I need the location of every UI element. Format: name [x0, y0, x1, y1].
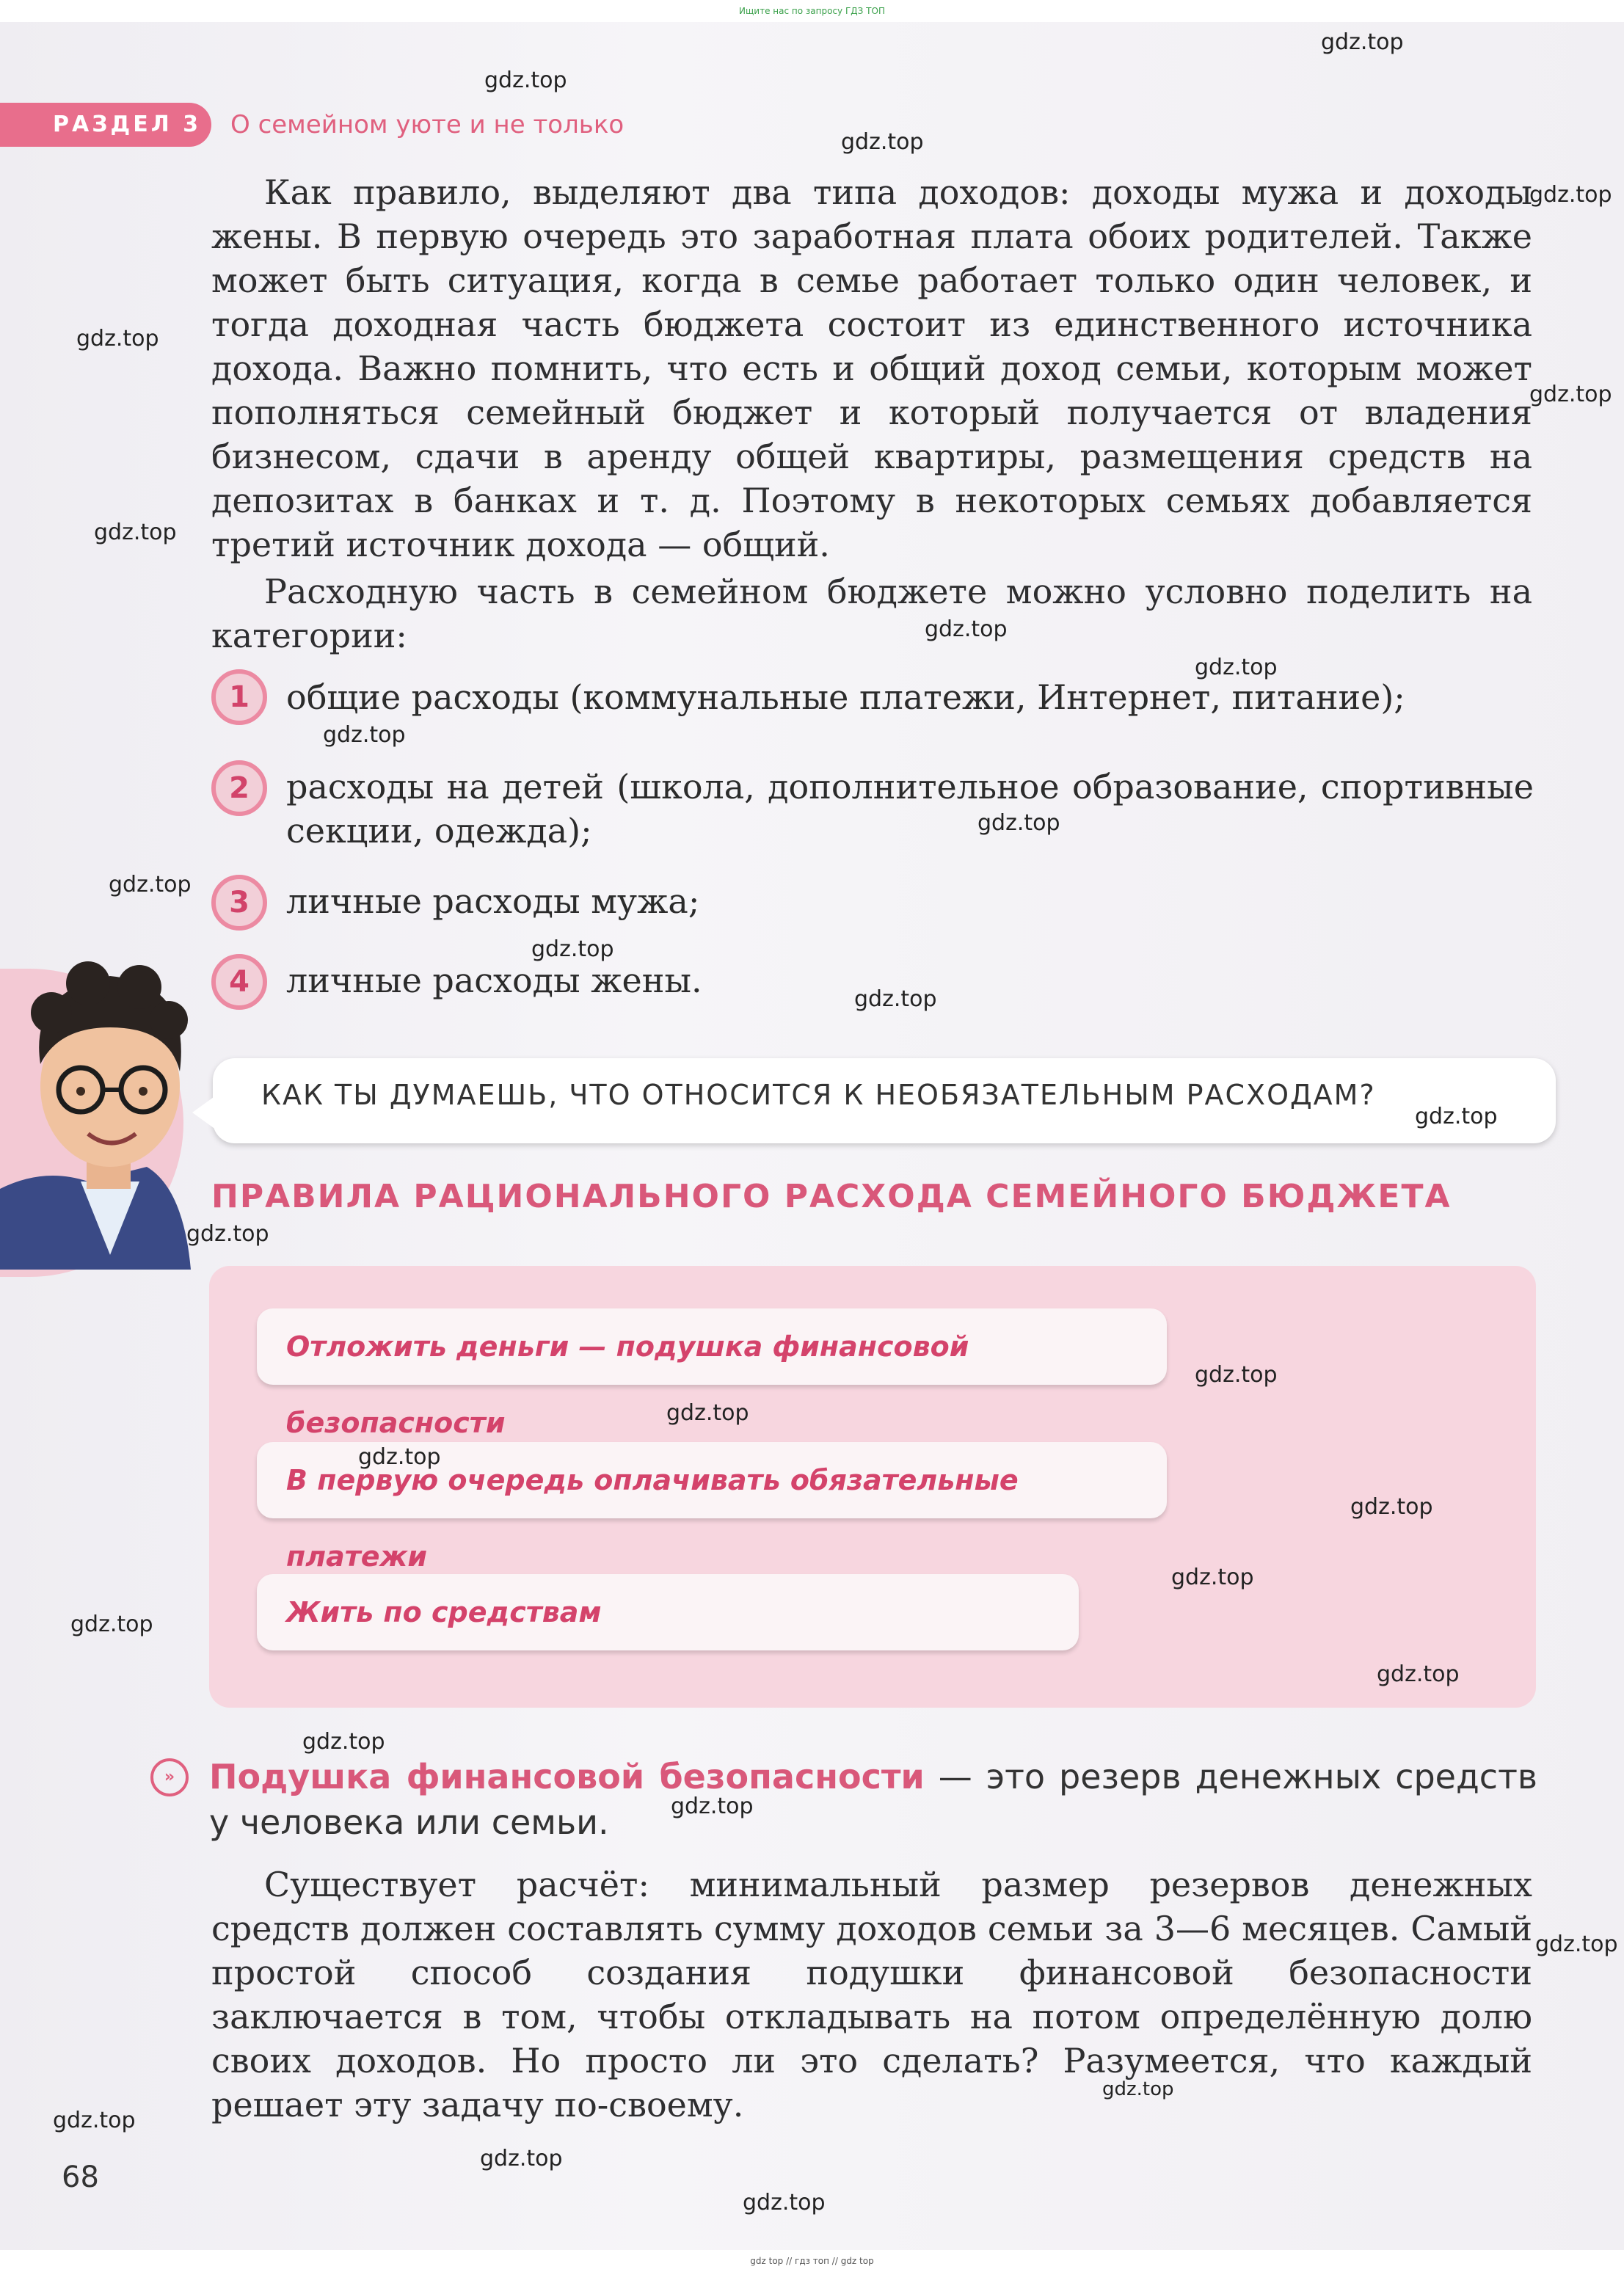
- watermark: gdz.top: [1350, 1494, 1433, 1520]
- watermark: gdz.top: [841, 129, 924, 155]
- number-badge: 4: [211, 954, 267, 1010]
- watermark: gdz.top: [323, 722, 406, 748]
- watermark: gdz.top: [94, 520, 177, 545]
- watermark: gdz.top: [1195, 1362, 1278, 1388]
- watermark: gdz.top: [76, 326, 159, 352]
- watermark: gdz.top: [666, 1400, 749, 1426]
- top-banner[interactable]: Ищите нас по запросу ГДЗ ТОП: [0, 0, 1624, 22]
- definition-term: Подушка финансовой безопасности: [209, 1757, 925, 1796]
- watermark: gdz.top: [1535, 1931, 1618, 1957]
- watermark: gdz.top: [1171, 1565, 1254, 1590]
- watermark: gdz.top: [925, 616, 1008, 642]
- watermark: gdz.top: [1529, 382, 1612, 407]
- paragraph-income-text: Как правило, выделяют два типа доходов: доходы мужа и доходы жены. В первую очередь это заработная плата обоих родителей. Также может быть ситуация, когда в семье работает только один человек, и тогда доходная часть бюджета состоит из единственного источника дохода. Важно помнить, что есть и общий доход семьи, которым может пополняться семейный бюджет и который получается от владения бизнесом, сдачи в аренду общей квартиры, размещения средств на депозитах в банках и т. д. Поэтому в некоторых семьях добавляется третий источник дохода — общий.: [211, 172, 1532, 564]
- paragraph-expenses-intro: [211, 569, 1532, 658]
- paragraph-reserve: [211, 1863, 1532, 2127]
- watermark: gdz.top: [1415, 1104, 1498, 1129]
- paragraph-expenses-intro-text: Расходную часть в семейном бюджете можно условно поделить на категории:: [211, 572, 1532, 655]
- watermark: gdz.top: [1321, 29, 1404, 55]
- watermark: gdz.top: [1529, 182, 1612, 208]
- watermark: gdz.top: [70, 1612, 153, 1637]
- watermark: gdz.top: [1377, 1661, 1460, 1687]
- watermark: gdz.top: [358, 1444, 441, 1470]
- teacher-avatar-illustration: [0, 947, 191, 1270]
- paragraph-reserve-text: Существует расчёт: минимальный размер резервов денежных средств должен составлять сумму доходов семьи за 3—6 месяцев. Самый простой способ создания подушки финансовой безопасности заключается в том, чтобы откладывать на потом определённую долю своих доходов. Но просто ли это сделать? Разумеется, что каждый решает эту задачу по-своему.: [211, 1865, 1532, 2124]
- watermark: gdz.top: [1195, 655, 1278, 680]
- bottom-banner[interactable]: gdz top // гдз топ // gdz top: [0, 2250, 1624, 2272]
- list-item-text: личные расходы мужа;: [286, 881, 700, 921]
- watermark: gdz.top: [484, 68, 567, 93]
- watermark: gdz.top: [109, 872, 192, 897]
- watermark: gdz.top: [480, 2146, 563, 2171]
- list-item-text: личные расходы жены.: [286, 961, 702, 1000]
- watermark: gdz.top: [977, 810, 1060, 836]
- watermark: gdz.top: [671, 1794, 754, 1819]
- page-number: 68: [62, 2160, 99, 2194]
- number-badge: 2: [211, 760, 267, 816]
- watermark: gdz.top: [1102, 2078, 1174, 2100]
- section-title: О семейном уюте и не только: [230, 110, 625, 139]
- paragraph-income: [211, 170, 1532, 567]
- watermark: gdz.top: [186, 1221, 269, 1247]
- number-badge: 3: [211, 875, 267, 931]
- watermark: gdz.top: [743, 2190, 826, 2215]
- rule-item: Отложить деньги — подушка финансовой безопасности: [257, 1308, 1167, 1385]
- watermark: gdz.top: [854, 986, 937, 1012]
- watermark: gdz.top: [531, 936, 614, 962]
- question-text: КАК ТЫ ДУМАЕШЬ, ЧТО ОТНОСИТСЯ К НЕОБЯЗАТЕЛЬНЫМ РАСХОДАМ?: [261, 1079, 1376, 1111]
- definition-text: [209, 1754, 1537, 1845]
- definition-rest: — это резерв денежных средств у человека или семьи.: [209, 1757, 1537, 1842]
- rule-item: Жить по средствам: [257, 1574, 1079, 1650]
- list-item-text: общие расходы (коммунальные платежи, Интернет, питание);: [286, 677, 1405, 717]
- watermark: gdz.top: [53, 2108, 136, 2133]
- rules-heading: ПРАВИЛА РАЦИОНАЛЬНОГО РАСХОДА СЕМЕЙНОГО БЮДЖЕТА: [211, 1178, 1452, 1215]
- watermark: gdz.top: [302, 1729, 385, 1755]
- section-label: РАЗДЕЛ 3: [0, 103, 211, 147]
- list-item-text: расходы на детей (школа, дополнительное образование, спортивные секции, одежда);: [286, 767, 1534, 851]
- number-badge: 1: [211, 669, 267, 725]
- double-chevron-right-icon: »: [150, 1758, 189, 1796]
- rule-item: В первую очередь оплачивать обязательные платежи: [257, 1442, 1167, 1518]
- bubble-tail: [192, 1093, 219, 1132]
